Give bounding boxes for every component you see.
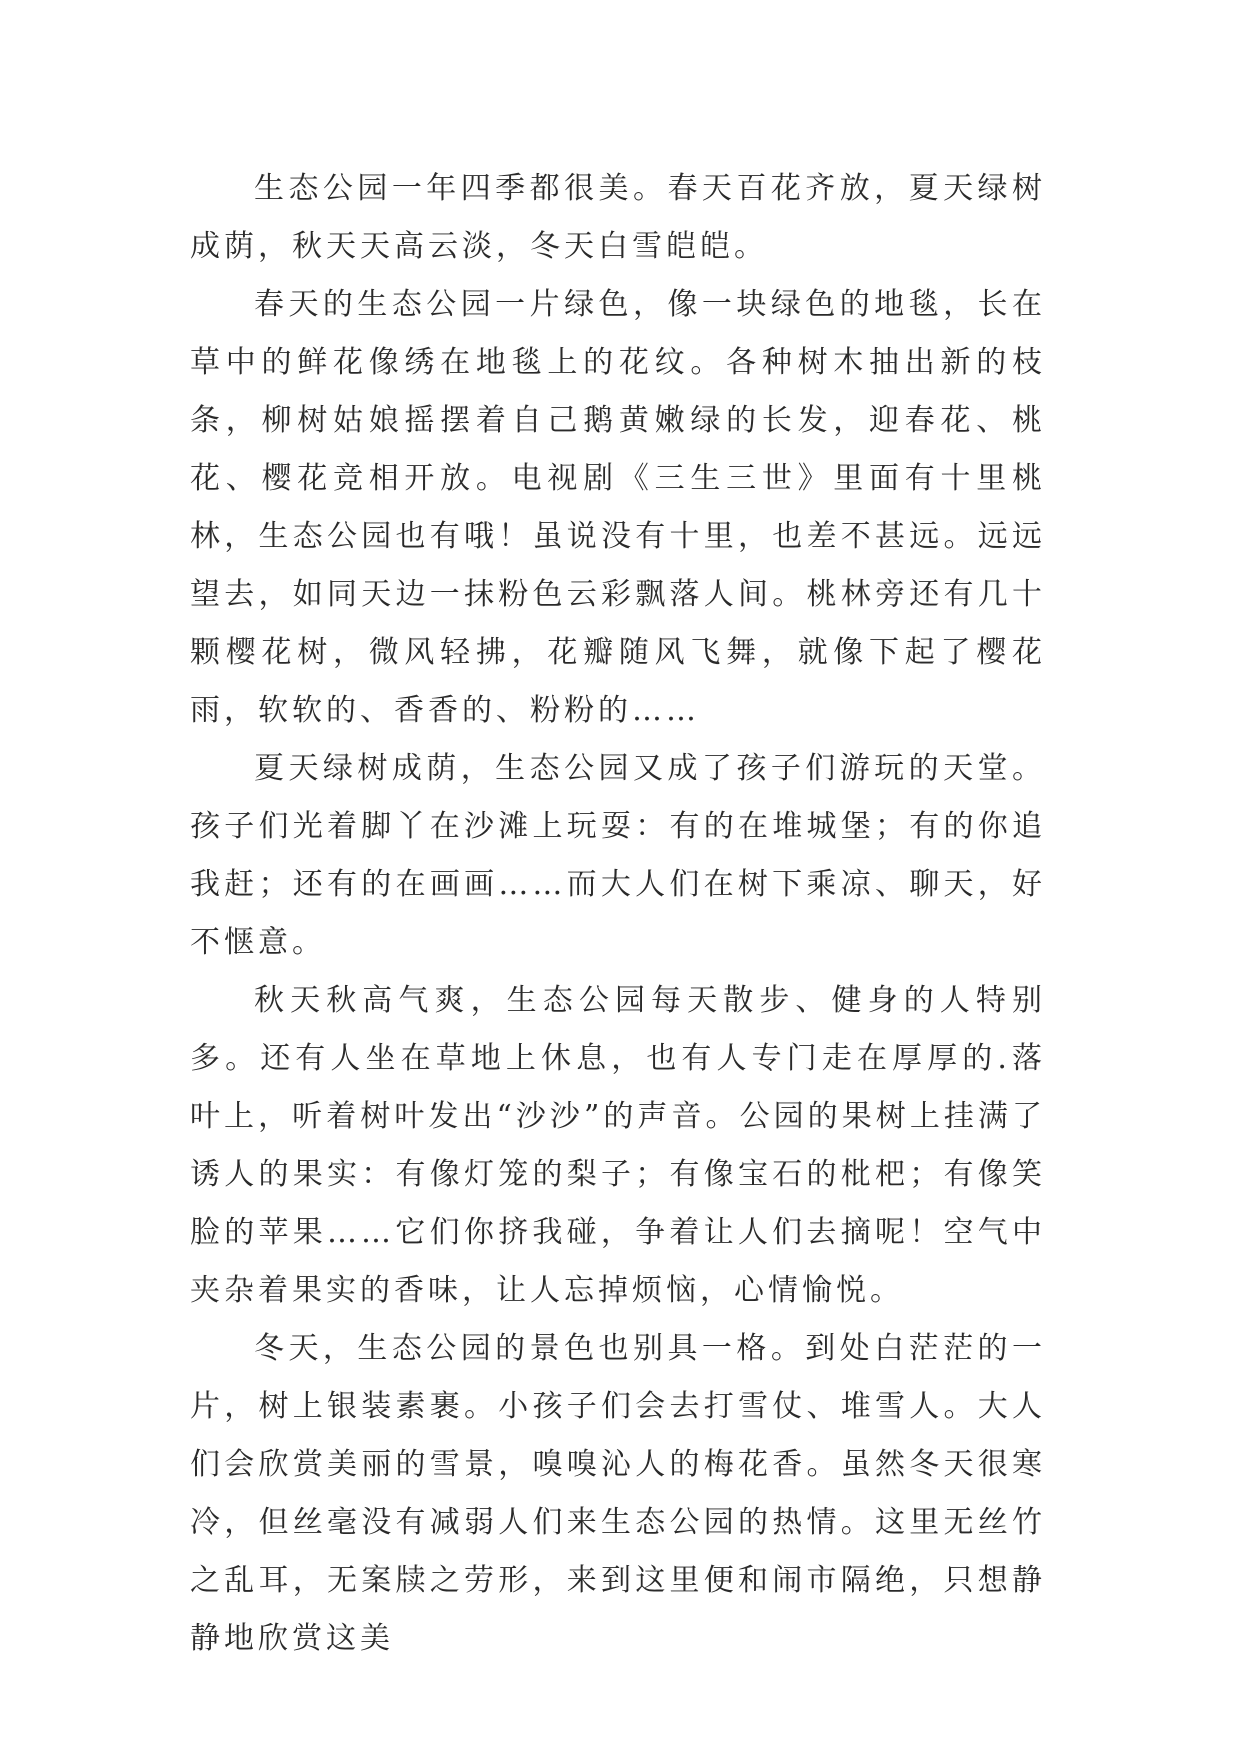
paragraph-winter: 冬天，生态公园的景色也别具一格。到处白茫茫的一片，树上银装素裹。小孩子们会去打雪仗、堆雪人。大人们会欣赏美丽的雪景，嗅嗅沁人的梅花香。虽然冬天很寒冷，但丝毫没有减弱人们来生态公园的热情。这里无丝竹之乱耳，无案牍之劳形，来到这里便和闹市隔绝，只想静静地欣赏这美	[190, 1331, 1046, 1656]
paragraph-autumn: 秋天秋高气爽，生态公园每天散步、健身的人特别多。还有人坐在草地上休息，也有人专门走在厚厚的.落叶上，听着树叶发出“沙沙”的声音。公园的果树上挂满了诱人的果实：有像灯笼的梨子；有像宝石的枇杷；有像笑脸的苹果……它们你挤我碰，争着让人们去摘呢！空气中夹杂着果实的香味，让人忘掉烦恼，心情愉悦。	[190, 983, 1046, 1308]
paragraph-spring: 春天的生态公园一片绿色，像一块绿色的地毯，长在草中的鲜花像绣在地毯上的花纹。各种树木抽出新的枝条，柳树姑娘摇摆着自己鹅黄嫩绿的长发，迎春花、桃花、樱花竞相开放。电视剧《三生三世》里面有十里桃林，生态公园也有哦！虽说没有十里，也差不甚远。远远望去，如同天边一抹粉色云彩飘落人间。桃林旁还有几十颗樱花树，微风轻拂，花瓣随风飞舞，就像下起了樱花雨，软软的、香香的、粉粉的……	[190, 287, 1046, 728]
paragraph-intro: 生态公园一年四季都很美。春天百花齐放，夏天绿树成荫，秋天天高云淡，冬天白雪皑皑。	[190, 171, 1046, 264]
document-body	[190, 160, 1046, 1668]
paragraph-summer: 夏天绿树成荫，生态公园又成了孩子们游玩的天堂。孩子们光着脚丫在沙滩上玩耍：有的在堆城堡；有的你追我赶；还有的在画画……而大人们在树下乘凉、聊天，好不惬意。	[190, 751, 1046, 960]
